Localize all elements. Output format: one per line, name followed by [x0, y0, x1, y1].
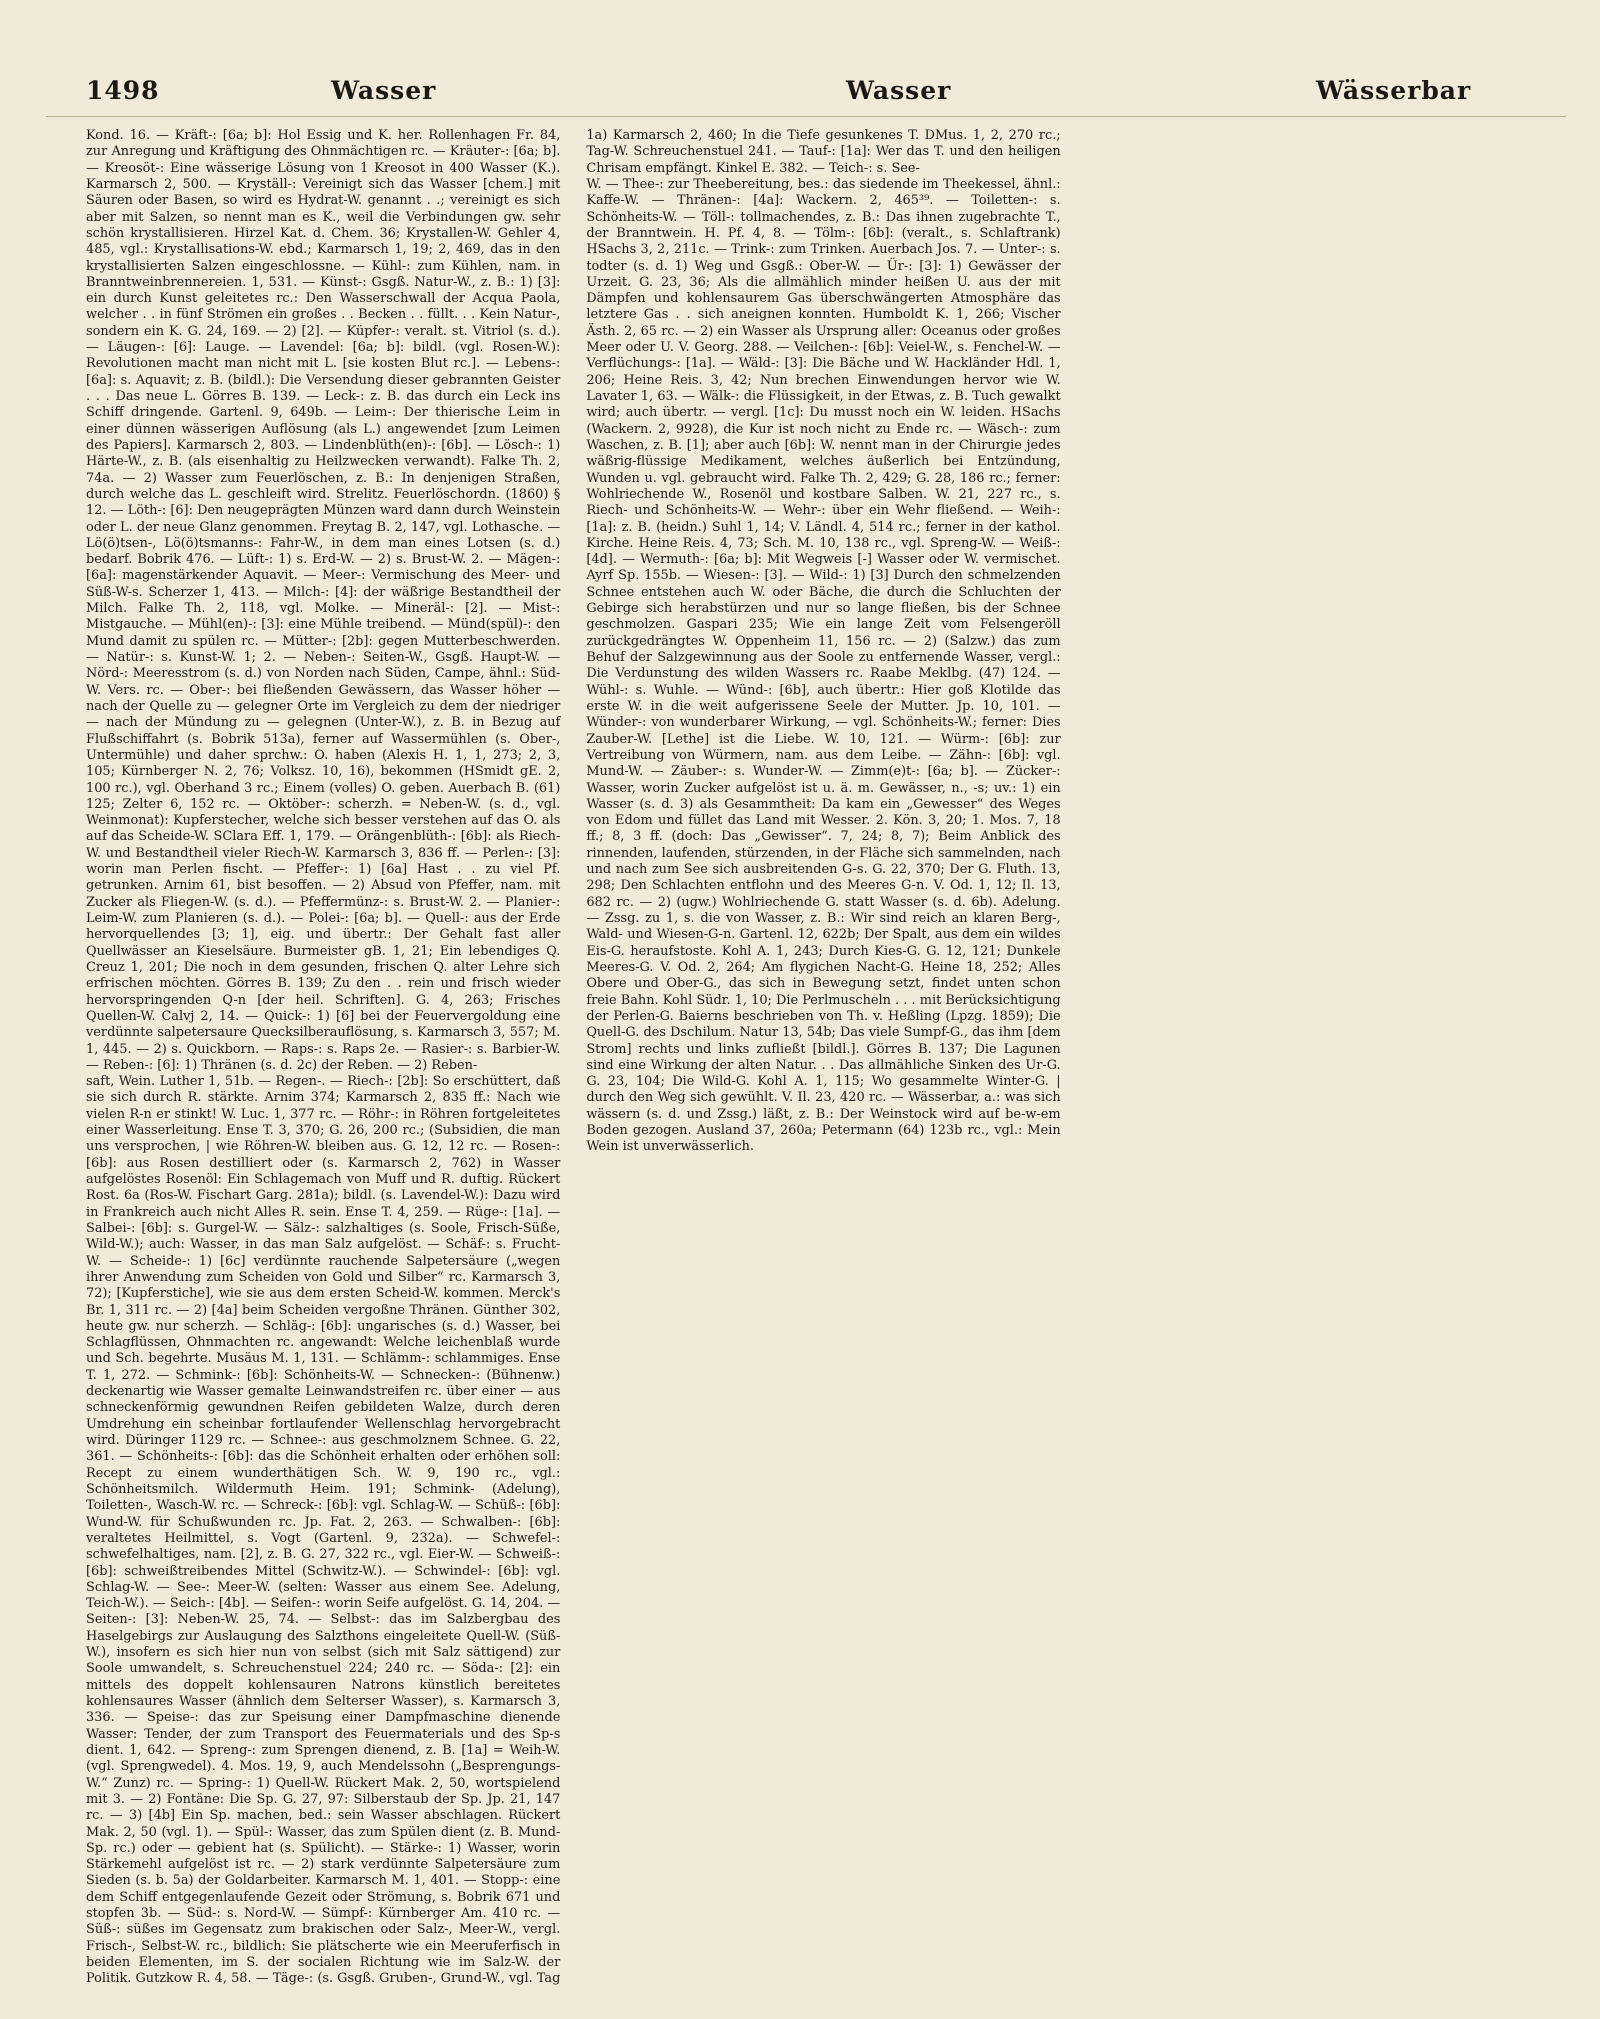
- column-2-text: saft, Wein. Luther 1, 51b. — Regen-. — Riech-: [2b]: So erschüttert, daß sie sich durch R. stärkte. Arnim 374; Karmarsch 2, 835 ff.: Nach wie vielen R-n er stinkt! W. Luc. 1, 377 rc. — Röhr-: in Röhren fortgeleitetes einer Wasserleitung. Ense T. 3, 370; G. 26, 200 rc.; (Subsidien, die man uns versprochen, | wie Röhren-W. bleiben aus. G. 12, 12 rc. — Rosen-: [6b]: aus Rosen destilliert oder (s. Karmarsch 2, 762) in Wasser aufgelöstes Rosenöl: Ein Schlagemach von Muff und R. duftig. Rückert Rost. 6a (Ros-W. Fischart Garg. 281a); bildl. (s. Lavendel-W.): Dazu wird in Frankreich auch nicht Alles R. sein. Ense T. 4, 259. — Rüge-: [1a]. — Salbei-: [6b]: s. Gurgel-W. — Sälz-: salzhaltiges (s. Soole, Frisch-Süße, Wild-W.); auch: Wasser, in das man Salz aufgelöst. — Schäf-: s. Frucht-W. — Scheide-: 1) [6c] verdünnte rauchende Salpetersäure („wegen ihrer Anwendung zum Scheiden von Gold und Silber“ rc. Karmarsch 3, 72); [Kupferstiche], wie sie aus dem ersten Scheid-W. kommen. Merck's Br. 1, 311 rc. — 2) [4a] beim Scheiden vergoßne Thränen. Günther 302, heute gw. nur scherzh. — Schläg-: [6b]: ungarisches (s. d.) Wasser, bei Schlagflüssen, Ohnmachten rc. angewandt: Welche leichenblaß wurde und Sch. begehrte. Musäus M. 1, 131. — Schlämm-: schlammiges. Ense T. 1, 272. — Schmink-: [6b]: Schönheits-W. — Schnecken-: (Bühnenw.) deckenartig wie Wasser gemalte Leinwandstreifen rc. über einer — aus schneckenförmig gewundnen Reifen gebildeten Walze, durch deren Umdrehung ein scheinbar fortlaufender Wellenschlag hervorgebracht wird. Düringer 1129 rc. — Schnee-: aus geschmolznem Schnee. G. 22, 361. — Schönheits-: [6b]: das die Schönheit erhalten oder erhöhen soll: Recept zu einem wunderthätigen Sch. W. 9, 190 rc., vgl.: Schönheitsmilch. Wildermuth Heim. 191; Schmink- (Adelung), Toiletten-, Wasch-W. rc. — Schreck-: [6b]: vgl. Schlag-W. — Schüß-: [6b]: Wund-W. für Schußwunden rc. Jp. Fat. 2, 263. — Schwalben-: [6b]: veraltetes Heilmittel, s. Vogt (Gartenl. 9, 232a). — Schwefel-: schwefelhaltiges, nam. [2], z. B. G. 27, 322 rc., vgl. Eier-W. — Schweiß-: [6b]: schweißtreibendes Mittel (Schwitz-W.). — Schwindel-: [6b]: vgl. Schlag-W. — See-: Meer-W. (selten: Wasser aus einem See. Adelung, Teich-W.). — Seich-: [4b]. — Seifen-: worin Seife aufgelöst. G. 14, 204. — Seiten-: [3]: Neben-W. 25, 74. — Selbst-: das im Salzbergbau des Haselgebirgs zur Auslaugung des Salzthons eingeleitete Quell-W. (Süß-W.), insofern es sich hier nun von selbst (sich mit Salz sättigend) zur Soole umwandelt, s. Schreuchenstuel 224; 240 rc. — Söda-: [2]: ein mittels des doppelt kohlensauren Natrons künstlich bereitetes kohlensaures Wasser (ähnlich dem Selterser Wasser), s. Karmarsch 3, 336. — Speise-: das zur Speisung einer Dampfmaschine dienende Wasser: Tender, der zum Transport des Feuermaterials und des Sp-s dient. 1, 642. — Spreng-: zum Sprengen dienend, z. B. [1a] = Weih-W. (vgl. Sprengwedel). 4. Mos. 19, 9, auch Mendelssohn („Besprengungs-W.“ Zunz) rc. — Spring-: 1) Quell-W. Rückert Mak. 2, 50, wortspielend mit 3. — 2) Fontäne: Die Sp. G. 27, 97: Silberstaub der Sp. Jp. 21, 147 rc. — 3) [4b] Ein Sp. machen, bed.: sein Wasser abschlagen. Rückert Mak. 2, 50 (vgl. 1). — Spül-: Wasser, das zum Spülen dient (z. B. Mund-Sp. rc.) oder — gebient hat (s. Spülicht). — Stärke-: 1) Wasser, worin Stärkemehl aufgelöst ist rc. — 2) stark verdünnte Salpetersäure zum Sieden (s. b. 5a) der Goldarbeiter. Karmarsch M. 1, 401. — Stopp-: eine dem Schiff entgegenlaufende Gezeit oder Strömung, s. Bobrik 671 und stopfen 3b. — Süd-: s. Nord-W. — Sümpf-: Kürnberger Am. 410 rc. — Süß-: süßes im Gegensatz zum brakischen oder Salz-, Meer-W., vergl. Frisch-, Selbst-W. rc., bildlich: Sie plätscherte wie ein Meeruferfisch in beiden Elementen, im S. der socialen Richtung wie im Salz-W. der Politik. Gutzkow R. 4, 58. — Täge-: (s. Gsgß. Gruben-, Grund-W., vgl. Tag 1a) Karmarsch 2, 460; In die Tiefe gesunkenes T. DMus. 1, 2, 270 rc.; Tag-W. Schreuchenstuel 241. — Tauf-: [1a]: Wer das T. und den heiligen Chrisam empfängt. Kinkel E. 382. — Teich-: s. See-: [86, 128, 1061, 1987]
- column-3-text: W. — Thee-: zur Theebereitung, bes.: das siedende im Theekessel, ähnl.: Kaffe-W. — Thränen-: [4a]: Wackern. 2, 465³⁹. — Toiletten-: s. Schönheits-W. — Töll-: tollmachendes, z. B.: Das ihnen zugebrachte T., der Branntwein. H. Pf. 4, 8. — Tölm-: [6b]: (veralt., s. Schlaftrank) HSachs 3, 2, 211c. — Trink-: zum Trinken. Auerbach Jos. 7. — Unter-: s. todter (s. d. 1) Weg und Gsgß.: Ober-W. — Ür-: [3]: 1) Gewässer der Urzeit. G. 23, 36; Als die allmählich minder heißen U. aus der mit Dämpfen und kohlensaurem Gas überschwängerten Atmosphäre das letztere Gas . . sich aneignen konnten. Humboldt K. 1, 266; Vischer Ästh. 2, 65 rc. — 2) ein Wasser als Ursprung aller: Oceanus oder großes Meer oder U. V. Georg. 288. — Veilchen-: [6b]: Veiel-W., s. Fenchel-W. — Verflüchungs-: [1a]. — Wäld-: [3]: Die Bäche und W. Hackländer Hdl. 1, 206; Heine Reis. 3, 42; Nun brechen Einwendungen hervor wie W. Lavater 1, 63. — Wälk-: die Flüssigkeit, in der Etwas, z. B. Tuch gewalkt wird; auch übertr. — vergl. [1c]: Du musst noch ein W. leiden. HSachs (Wackern. 2, 9928), die Kur ist noch nicht zu Ende rc. — Wäsch-: zum Waschen, z. B. [1]; aber auch [6b]: W. nennt man in der Chirurgie jedes wäßrig-flüssige Medikament, welches äußerlich bei Entzündung, Wunden u. vgl. gebraucht wird. Falke Th. 2, 429; G. 28, 186 rc.; ferner: Wohlriechende W., Rosenöl und kostbare Salben. W. 21, 227 rc., s. Riech- und Schönheits-W. — Wehr-: über ein Wehr fließend. — Weih-: [1a]: z. B. (heidn.) Suhl 1, 14; V. Ländl. 4, 514 rc.; ferner in der kathol. Kirche. Heine Reis. 4, 73; Sch. M. 10, 138 rc., vgl. Spreng-W. — Weiß-: [4d]. — Wermuth-: [6a; b]: Mit Wegweis [-] Wasser oder W. vermischet. Ayrf Sp. 155b. — Wiesen-: [3]. — Wild-: 1) [3] Durch den schmelzenden Schnee entstehen auch W. oder Bäche, die durch die Schluchten der Gebirge sich herabstürzen und nur so lange fließen, bis der Schnee geschmolzen. Gaspari 235; Wie ein lange Zeit vom Felsengeröll zurückgedrängtes W. Oppenheim 11, 156 rc. — 2) (Salzw.) das zum Behuf der Salzgewinnung aus der Soole zu entfernende Wasser, vergl.: Die Verdunstung des wilden Wassers rc. Raabe Meklbg. (47) 124. — Wühl-: s. Wuhle. — Wünd-: [6b], auch übertr.: Hier goß Klotilde das erste W. in die weit aufgerissene Seele der Mutter. Jp. 10, 101. — Wünder-: von wunderbarer Wirkung, — vgl. Schönheits-W.; ferner: Dies Zauber-W. [Lethe] ist die Liebe. W. 10, 121. — Würm-: [6b]: zur Vertreibung von Würmern, nam. aus dem Leibe. — Zähn-: [6b]: vgl. Mund-W. — Zäuber-: s. Wunder-W. — Zimm(e)t-: [6a; b]. — Zücker-: Wasser, worin Zucker aufgelöst ist u. ä. m. Gewässer, n., -s; uv.: 1) ein Wasser (s. d. 3) als Gesammtheit: Da kam ein „Gewesser“ des Weges von Edom und füllet das Land mit Wesser. 2. Kön. 3, 20; 1. Mos. 7, 18 ff.; 8, 3 ff. (doch: Das „Gewisser“. 7, 24; 8, 7); Beim Anblick des rinnenden, laufenden, stürzenden, in der Fläche sich sammelnden, nach und nach zum See sich ausbreitenden G-s. G. 22, 370; Der G. Fluth. 13, 298; Den Schlachten entflohn und des Meeres G-n. V. Od. 1, 12; Il. 13, 682 rc. — 2) (ugw.) Wohlriechende G. statt Wasser (s. d. 6b). Adelung. — Zssg. zu 1, s. die von Wasser, z. B.: Wir sind reich an klaren Berg-, Wald- und Wiesen-G-n. Gartenl. 12, 622b; Der Spalt, aus dem ein wildes Eis-G. heraufstoste. Kohl A. 1, 243; Durch Kies-G. G. 12, 121; Dunkele Meeres-G. V. Od. 2, 264; Am flygichen Nacht-G. Heine 18, 252; Alles Obere und Ober-G., das sich in Bewegung setzt, findet unten schon freie Bahn. Kohl Südr. 1, 10; Die Perlmuscheln . . . mit Berücksichtigung der Perlen-G. Baierns beschrieben von Th. v. Heßling (Lpzg. 1859); Die Quell-G. des Dschilum. Natur 13, 54b; Das viele Sumpf-G., das ihm [dem Strom] rechts und links zufließt [bildl.]. Görres B. 137; Die Lagunen sind eine Wirkung der alten Natur. . . Das allmähliche Sinken des Ur-G. G. 23, 104; Die Wild-G. Kohl A. 1, 115; Wo gesammelte Winter-G. | durch den Weg sich gewühlt. V. Il. 23, 420 rc. — Wässerbar, a.: was sich wässern (s. d. und Zssg.) läßt, z. B.: Der Weinstock wird auf be-w-em Boden gezogen. Ausland 37, 260a; Petermann (64) 123b rc., vgl.: Mein Wein ist unverwässerlich.: [586, 176, 1061, 1155]
- running-head: [46, 70, 1566, 117]
- header-center-keyword: Wasser: [846, 76, 952, 105]
- header-left-keyword: Wasser: [331, 76, 437, 105]
- dictionary-page: [46, 70, 1566, 2005]
- column-1-text: Kond. 16. — Kräft-: [6a; b]: Hol Essig und K. her. Rollenhagen Fr. 84, zur Anregung und Kräftigung des Ohnmächtigen rc. — Kräuter-: [6a; b]. — Kreosöt-: Eine wässerige Lösung von 1 Kreosot in 400 Wasser (K.). Karmarsch 2, 500. — Kryställ-: Vereinigt sich das Wasser [chem.] mit Säuren oder Basen, so wird es Hydrat-W. genannt . .; vereinigt es sich aber mit Salzen, so nennt man es K., weil die Verbindungen gw. sehr schön krystallisieren. Hirzel Kat. d. Chem. 36; Krystallen-W. Gehler 4, 485, vgl.: Krystallisations-W. ebd.; Karmarsch 1, 19; 2, 469, das in den krystallisierten Salzen eingeschlossne. — Kühl-: zum Kühlen, nam. in Branntweinbrennereien. 1, 531. — Künst-: Gsgß. Natur-W., z. B.: 1) [3]: ein durch Kunst geleitetes rc.: Den Wasserschwall der Acqua Paola, welcher . . in fünf Strömen ein großes . . Becken . . füllt. . . Kein Natur-, sondern ein K. G. 24, 169. — 2) [2]. — Küpfer-: veralt. st. Vitriol (s. d.). — Läugen-: [6]: Lauge. — Lavendel: [6a; b]: bildl. (vgl. Rosen-W.): Revolutionen macht man nicht mit L. [sie kosten Blut rc.]. — Lebens-: [6a]: s. Aquavit; z. B. (bildl.): Die Versendung dieser gebrannten Geister . . . Das neue L. Görres B. 139. — Leck-: z. B. das durch ein Leck ins Schiff dringende. Gartenl. 9, 649b. — Leim-: Der thierische Leim in einer dünnen wässerigen Auflösung (als L.) angewendet [zum Leimen des Papiers]. Karmarsch 2, 803. — Lindenblüth(en)-: [6b]. — Lösch-: 1) Härte-W., z. B. (als eisenhaltig zu Heilzwecken verwandt). Falke Th. 2, 74a. — 2) Wasser zum Feuerlöschen, z. B.: In denjenigen Straßen, durch welche das L. geschleift wird. Strelitz. Feuerlöschordn. (1860) § 12. — Löth-: [6]: Den neugeprägten Münzen ward dann durch Weinstein oder L. der neue Glanz genommen. Freytag B. 2, 147, vgl. Lothasche. — Lö(ö)tsen-, Lö(ö)tsmanns-: Fahr-W., in dem man eines Lotsen (s. d.) bedarf. Bobrik 476. — Lüft-: 1) s. Erd-W. — 2) s. Brust-W. 2. — Mägen-: [6a]: magenstärkender Aquavit. — Meer-: Vermischung des Meer- und Süß-W-s. Scherzer 1, 413. — Milch-: [4]: der wäßrige Bestandtheil der Milch. Falke Th. 2, 118, vgl. Molke. — Mineräl-: [2]. — Mist-: Mistgauche. — Mühl(en)-: [3]: eine Mühle treibend. — Münd(spül)-: den Mund damit zu spülen rc. — Mütter-: [2b]: gegen Mutterbeschwerden. — Natür-: s. Kunst-W. 1; 2. — Neben-: Seiten-W., Gsgß. Haupt-W. — Nörd-: Meeresstrom (s. d.) von Norden nach Süden, Campe, ähnl.: Süd-W. Vers. rc. — Ober-: bei fließenden Gewässern, das Wasser höher — nach der Quelle zu — gelegner Orte im Vergleich zu dem der niedriger — nach der Mündung zu — gelegnen (Unter-W.), z. B. in Bezug auf Flußschiffahrt (s. Bobrik 513a), ferner auf Wassermühlen (s. Ober-, Untermühle) und daher sprchw.: O. haben (Alexis H. 1, 1, 273; 2, 3, 105; Kürnberger N. 2, 76; Volksz. 10, 16), bekommen (HSmidt gE. 2, 100 rc.), vgl. Oberhand 3 rc.; Einem (volles) O. geben. Auerbach B. (61) 125; Zelter 6, 152 rc. — Oktöber-: scherzh. = Neben-W. (s. d., vgl. Weinmonat): Kupferstecher, welche sich besser verstehen auf das O. als auf das Scheide-W. SClara Eff. 1, 179. — Orängenblüth-: [6b]: als Riech-W. und Bestandtheil vieler Riech-W. Karmarsch 3, 836 ff. — Perlen-: [3]: worin man Perlen fischt. — Pfeffer-: 1) [6a] Hast . . zu viel Pf. getrunken. Arnim 61, bist besoffen. — 2) Absud von Pfeffer, nam. mit Zucker als Fliegen-W. (s. d.). — Pfeffermünz-: s. Brust-W. 2. — Planier-: Leim-W. zum Planieren (s. d.). — Polei-: [6a; b]. — Quell-: aus der Erde hervorquellendes [3; 1], eig. und übertr.: Der Gehalt fast aller Quellwässer an Kieselsäure. Burmeister gB. 1, 21; Ein lebendiges Q. Creuz 1, 201; Die noch in dem gesunden, frischen Q. alter Lehre sich erfrischen möchten. Görres B. 139; Zu den . . rein und frisch wieder hervorspringenden Q-n [der heil. Schriften]. G. 4, 263; Frisches Quellen-W. Calvj 2, 14. — Quick-: 1) [6] bei der Feuervergoldung eine verdünnte salpetersaure Quecksilberauflösung, s. Karmarsch 3, 557; M. 1, 445. — 2) s. Quickborn. — Raps-: s. Raps 2e. — Rasier-: s. Barbier-W. — Reben-: [6]: 1) Thränen (s. d. 2c) der Reben. — 2) Reben-: [86, 128, 561, 1073]
- page-number: 1498: [86, 76, 160, 105]
- header-right-keyword: Wässerbar: [1316, 76, 1472, 105]
- entry-columns: [86, 128, 1561, 1998]
